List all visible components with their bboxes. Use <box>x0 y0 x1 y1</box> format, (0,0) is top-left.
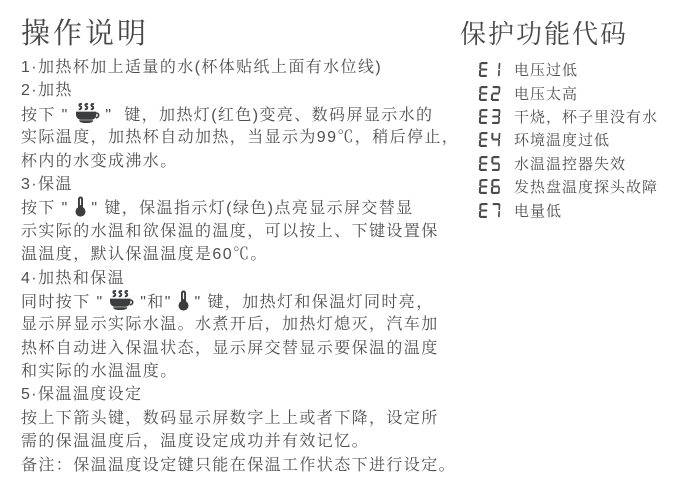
instruction-text: 备注：保温温度设定键只能在保温工作状态下进行设定。 <box>21 456 457 474</box>
warm-key-icon <box>75 200 86 217</box>
instruction-text: 杯内的水变成沸水。 <box>21 152 178 170</box>
error-code-label: 电压太高 <box>514 85 579 103</box>
error-code-label: 环境温度过低 <box>514 132 611 150</box>
instruction-text: 显示屏显示实际水温。水煮开后，加热灯熄灭，汽车加 <box>21 316 439 334</box>
error-code-row <box>479 81 658 104</box>
instruction-line <box>21 196 459 219</box>
seven-segment-code <box>479 156 502 171</box>
instruction-line <box>21 360 459 383</box>
instruction-line <box>21 430 459 453</box>
instruction-line <box>21 267 459 290</box>
instruction-line <box>21 313 459 336</box>
warm-key-icon <box>178 294 189 311</box>
instruction-text: "和" <box>134 293 178 311</box>
instruction-line <box>21 383 459 406</box>
instruction-text: " 键，加热灯(红色)变亮、数码屏显示水的 <box>99 106 434 124</box>
instruction-line <box>21 56 459 79</box>
instruction-text: 同时按下 " <box>21 293 110 311</box>
instruction-text: 3·保温 <box>21 175 73 193</box>
error-code-row <box>479 128 658 151</box>
instruction-line <box>21 454 459 477</box>
error-code-label: 发热盘温度探头故障 <box>514 179 659 197</box>
instruction-text: " 键，保温指示灯(绿色)点亮显示屏交替显 <box>85 200 414 218</box>
instruction-line <box>21 337 459 360</box>
instruction-text: 实际温度，加热杯自动加热，当显示为99℃，稍后停止， <box>21 129 460 147</box>
seven-segment-code <box>479 109 502 124</box>
instruction-line <box>21 150 459 173</box>
instruction-text: 按上下箭头键，数码显示屏数字上上或者下降，设定所 <box>21 409 439 427</box>
error-code-label: 水温温控器失效 <box>514 155 627 173</box>
instruction-text: 示实际的水温和欲保温的温度，可以按上、下键设置保 <box>21 222 439 240</box>
instruction-text: 5·保温温度设定 <box>21 386 143 404</box>
instruction-line <box>21 220 459 243</box>
error-code-row <box>479 198 658 221</box>
instruction-text: 按下 " <box>21 106 75 124</box>
instruction-text: 1·加热杯加上适量的水(杯体贴纸上面有水位线) <box>21 59 383 76</box>
instruction-text: 按下 " <box>21 200 75 218</box>
instruction-line <box>21 290 459 313</box>
error-code-label: 干烧，杯子里没有水 <box>514 108 659 126</box>
instruction-text: " 键，加热灯和保温灯同时亮， <box>188 293 434 311</box>
error-code-row <box>479 152 658 175</box>
error-code-row <box>479 105 658 128</box>
instruction-line <box>21 243 459 266</box>
instruction-text: 温温度，默认保温温度是60℃。 <box>21 246 268 264</box>
error-code-row <box>479 58 658 81</box>
instruction-line <box>21 126 459 149</box>
protection-codes-title: 保护功能代码 <box>460 19 629 49</box>
instruction-lines <box>21 56 459 477</box>
protection-codes-section <box>460 16 658 222</box>
instruction-text: 2·加热 <box>21 82 73 100</box>
seven-segment-code <box>479 179 502 194</box>
instruction-text: 需的保温温度后，温度设定成功并有效记忆。 <box>21 433 370 451</box>
instruction-line <box>21 103 459 126</box>
operation-instructions-section <box>21 14 459 477</box>
operation-instructions-title: 操作说明 <box>21 18 150 50</box>
seven-segment-code <box>479 86 502 101</box>
heat-key-icon <box>109 294 134 311</box>
seven-segment-code <box>479 132 502 147</box>
error-code-row <box>479 175 658 198</box>
error-code-label: 电量低 <box>514 202 563 220</box>
instruction-text: 和实际的水温温度。 <box>21 363 178 381</box>
seven-segment-code <box>479 62 502 77</box>
instruction-line <box>21 407 459 430</box>
instruction-text: 热杯自动进入保温状态，显示屏交替显示要保温的温度 <box>21 339 439 357</box>
heat-key-icon <box>75 107 100 124</box>
instruction-text: 4·加热和保温 <box>21 269 126 287</box>
instruction-line <box>21 173 459 196</box>
instruction-line <box>21 79 459 102</box>
seven-segment-code <box>479 203 502 218</box>
error-code-list <box>479 58 658 222</box>
error-code-label: 电压过低 <box>514 62 579 80</box>
